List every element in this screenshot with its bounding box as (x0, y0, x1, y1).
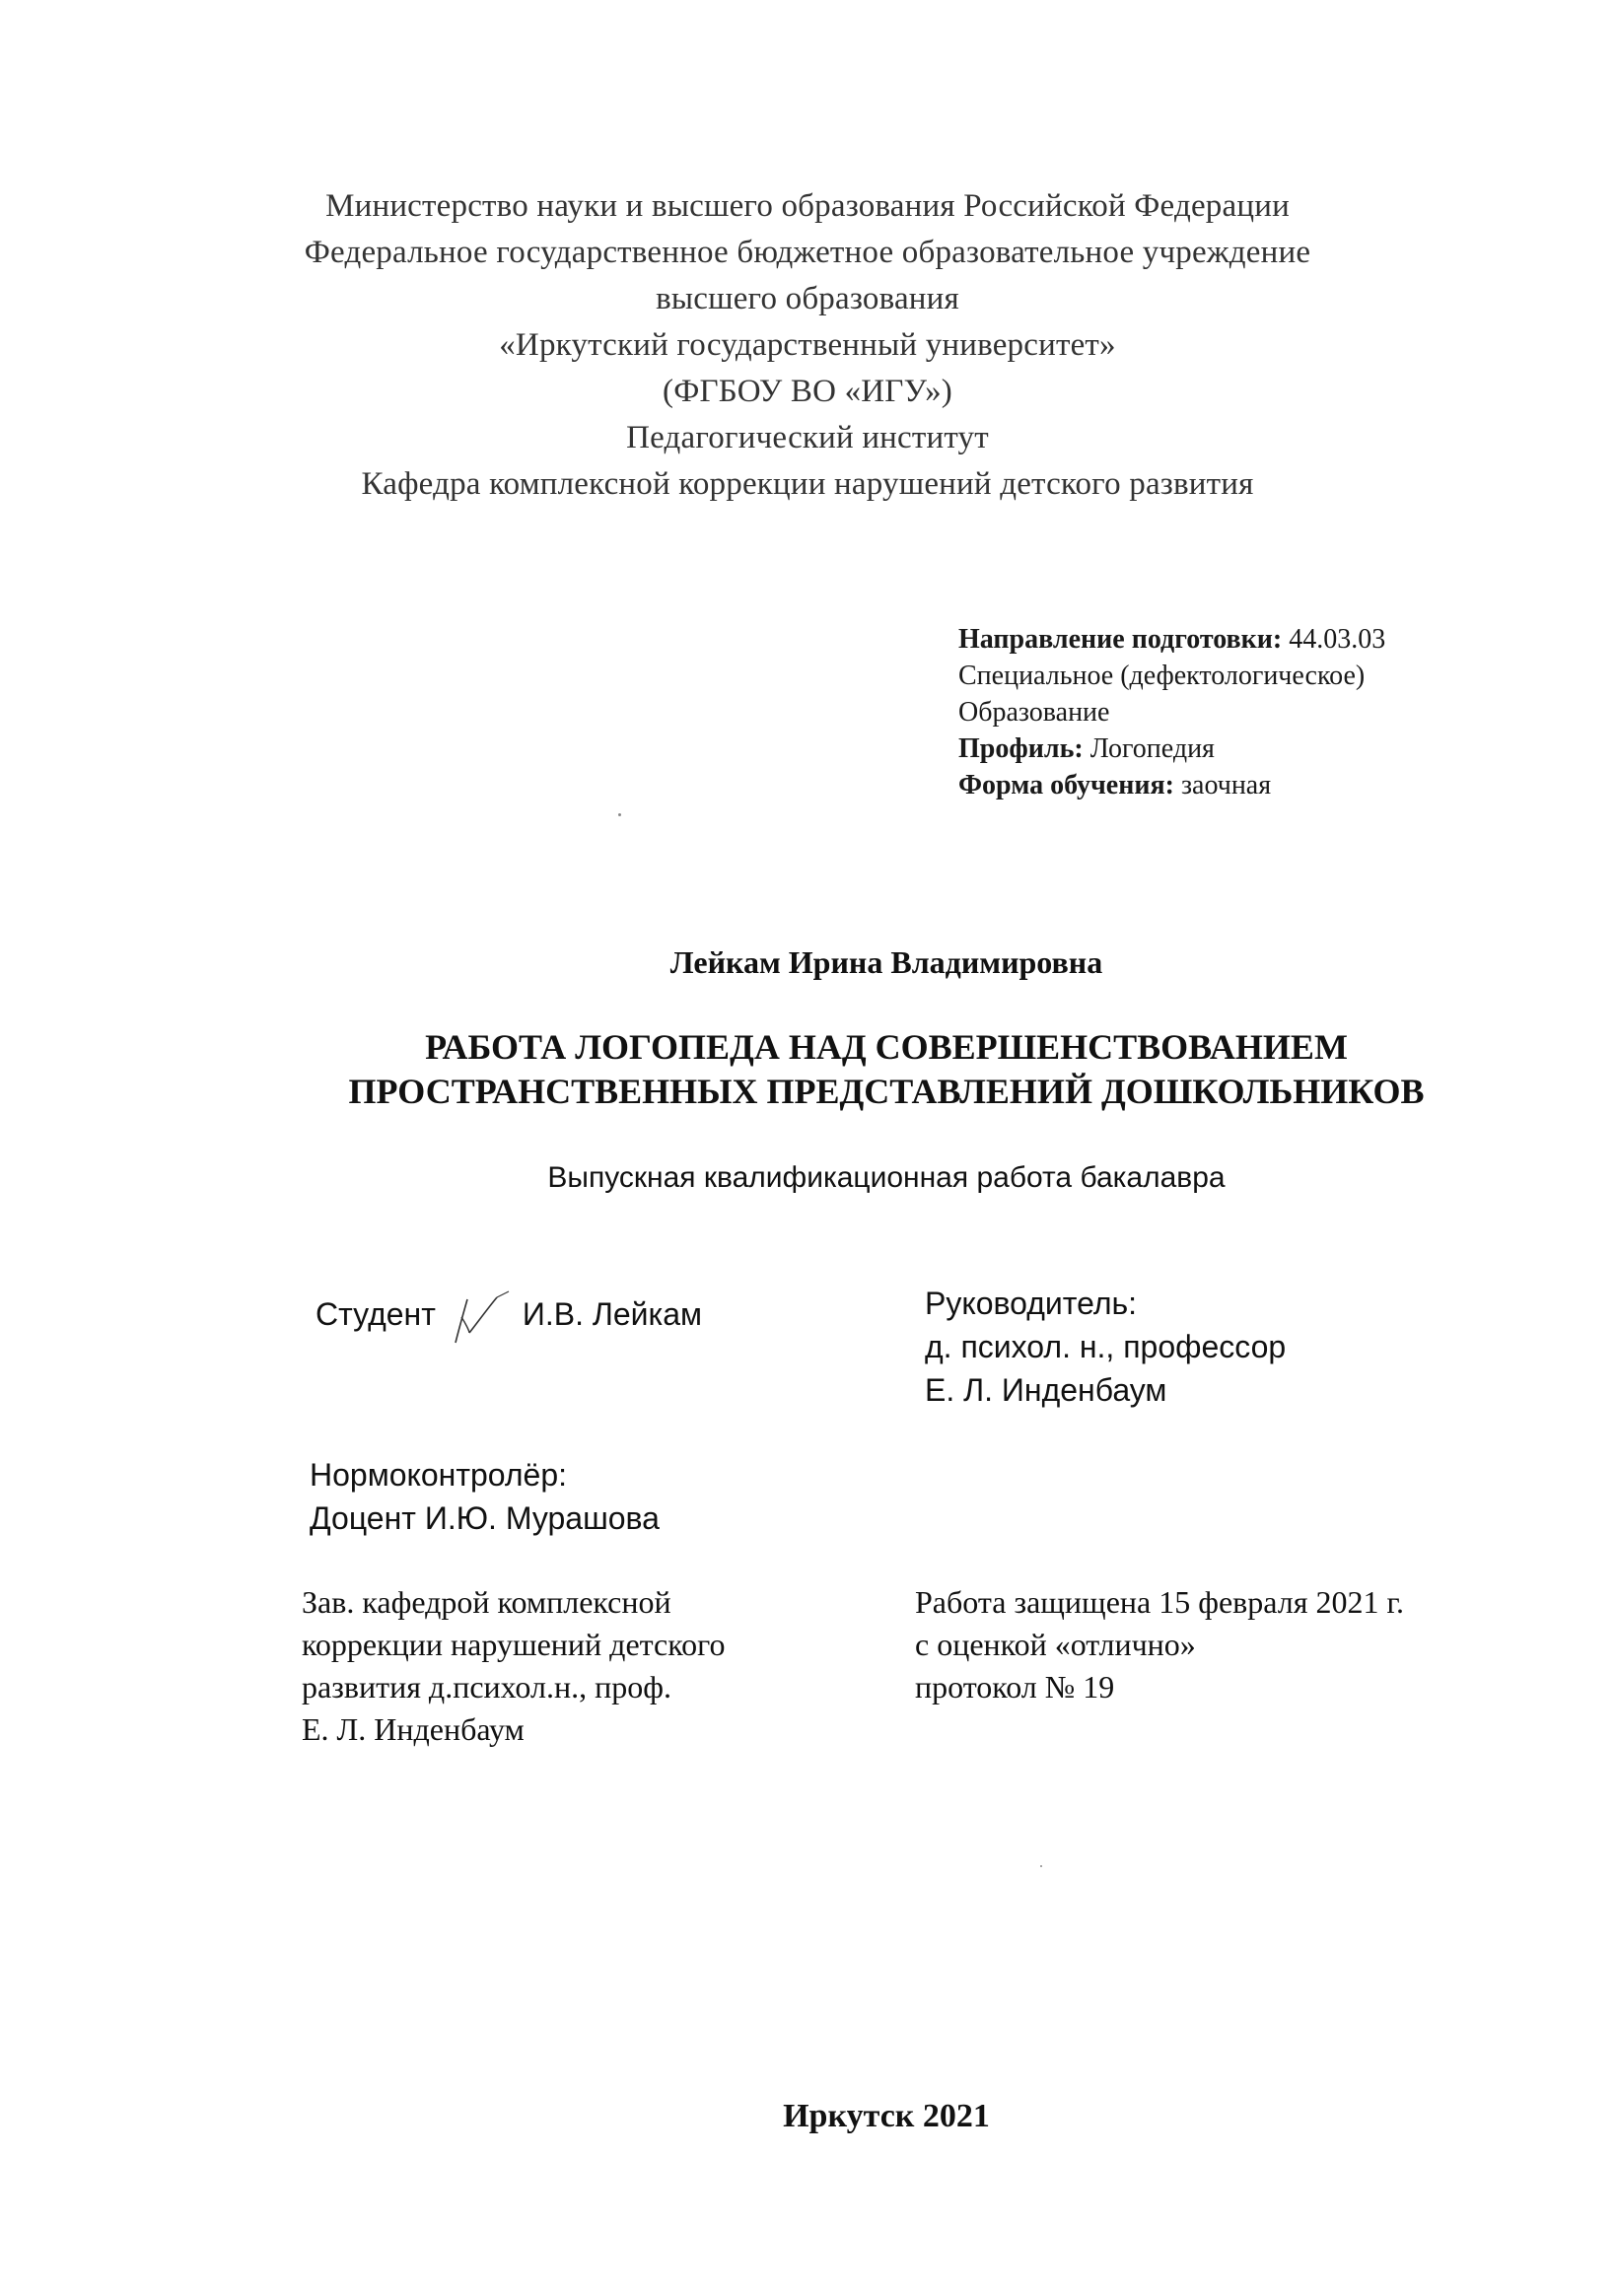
head-of-department-block (302, 1581, 725, 1751)
defense-protocol: протокол № 19 (915, 1669, 1115, 1705)
scan-speck (1040, 1865, 1042, 1867)
thesis-title-line1: РАБОТА ЛОГОПЕДА НАД СОВЕРШЕНСТВОВАНИЕМ (425, 1027, 1348, 1067)
study-form-label: Форма обучения: (958, 770, 1174, 800)
direction-name-line2: Образование (958, 697, 1110, 728)
ministry-line: Министерство науки и высшего образования Российской Федерации (325, 188, 1290, 224)
supervisor-block (925, 1282, 1286, 1412)
student-block (316, 1287, 702, 1347)
direction-label: Направление подготовки: (958, 624, 1283, 655)
institute-line: Педагогический институт (626, 420, 989, 455)
student-name: И.В. Лейкам (522, 1296, 703, 1333)
university-abbr-line: (ФГБОУ ВО «ИГУ») (663, 374, 952, 409)
normcontrol-name: Доцент И.Ю. Мурашова (310, 1500, 660, 1536)
direction-name-line1: Специальное (дефектологическое) (958, 661, 1366, 691)
normcontrol-block (310, 1453, 660, 1540)
study-form-value: заочная (1180, 770, 1272, 800)
profile-value: Логопедия (1089, 733, 1215, 764)
thesis-title (0, 1025, 1615, 1114)
profile-row (958, 731, 1385, 767)
study-direction-block (958, 621, 1385, 803)
institution-type-line: Федеральное государственное бюджетное образовательное учреждение (304, 235, 1311, 270)
thesis-title-line2: ПРОСТРАНСТВЕННЫХ ПРЕДСТАВЛЕНИЙ ДОШКОЛЬНИКОВ (348, 1072, 1425, 1111)
defense-grade: с оценкой «отлично» (915, 1627, 1196, 1662)
direction-row (958, 621, 1385, 658)
student-signature (440, 1287, 519, 1347)
direction-code: 44.03.03 (1289, 624, 1386, 655)
supervisor-label: Руководитель: (925, 1286, 1138, 1321)
head-dept-line4: Е. Л. Инденбаум (302, 1711, 525, 1747)
education-level-line: высшего образования (656, 281, 959, 316)
department-line: Кафедра комплексной коррекции нарушений детского развития (361, 466, 1254, 502)
defense-block (915, 1581, 1404, 1708)
institution-header (0, 183, 1615, 508)
defense-date: Работа защищена 15 февраля 2021 г. (915, 1584, 1404, 1620)
author-name: Лейкам Ирина Владимировна (669, 944, 1103, 980)
university-name-line: «Иркутский государственный университет» (499, 327, 1116, 363)
work-type: Выпускная квалификационная работа бакалавра (547, 1161, 1226, 1194)
scan-speck (618, 813, 621, 816)
head-dept-line3: развития д.психол.н., проф. (302, 1669, 671, 1705)
head-dept-line2: коррекции нарушений детского (302, 1627, 726, 1662)
student-label: Студент (316, 1296, 436, 1333)
head-dept-line1: Зав. кафедрой комплексной (302, 1584, 671, 1620)
study-form-row (958, 767, 1385, 803)
profile-label: Профиль: (958, 733, 1084, 764)
city-year: Иркутск 2021 (783, 2098, 990, 2134)
normcontrol-label: Нормоконтролёр: (310, 1457, 568, 1493)
supervisor-name: Е. Л. Инденбаум (925, 1372, 1167, 1408)
supervisor-degree: д. психол. н., профессор (925, 1329, 1287, 1364)
